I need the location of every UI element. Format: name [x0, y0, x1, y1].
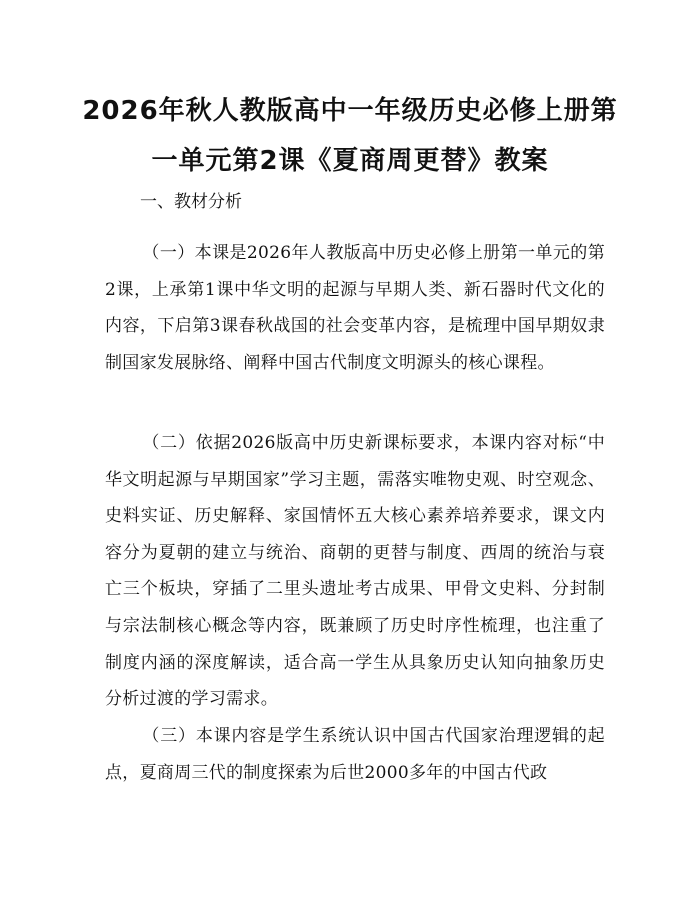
title-line-2: 一单元第2课《夏商周更替》教案 [151, 146, 549, 176]
title-line-1: 2026年秋人教版高中一年级历史必修上册第 [82, 96, 618, 126]
paragraph-2: （二）依据2026版高中历史新课标要求，本课内容对标“中华文明起源与早期国家”学习主题，需落实唯物史观、时空观念、史料实证、历史解释、家国情怀五大核心素养培养要求，课文内容分为夏朝的建立与统治、商朝的更替与制度、西周的统治与衰亡三个板块，穿插了二里头遗址考古成果、甲骨文史料、分封制与宗法制核心概念等内容，既兼顾了历史时序性梳理，也注重了制度内涵的深度解读，适合高一学生从具象历史认知向抽象历史分析过渡的学习需求。 [105, 433, 605, 710]
paragraph-1: （一）本课是2026年人教版高中历史必修上册第一单元的第2课，上承第1课中华文明的起源与早期人类、新石器时代文化的内容，下启第3课春秋战国的社会变革内容，是梳理中国早期奴隶制国家发展脉络、阐释中国古代制度文明源头的核心课程。 [105, 243, 605, 373]
paragraph-3: （三）本课内容是学生系统认识中国古代国家治理逻辑的起点，夏商周三代的制度探索为后世2000多年的中国古代政 [105, 726, 605, 783]
document-title [60, 86, 640, 186]
section-heading: 一、教材分析 [140, 192, 242, 212]
